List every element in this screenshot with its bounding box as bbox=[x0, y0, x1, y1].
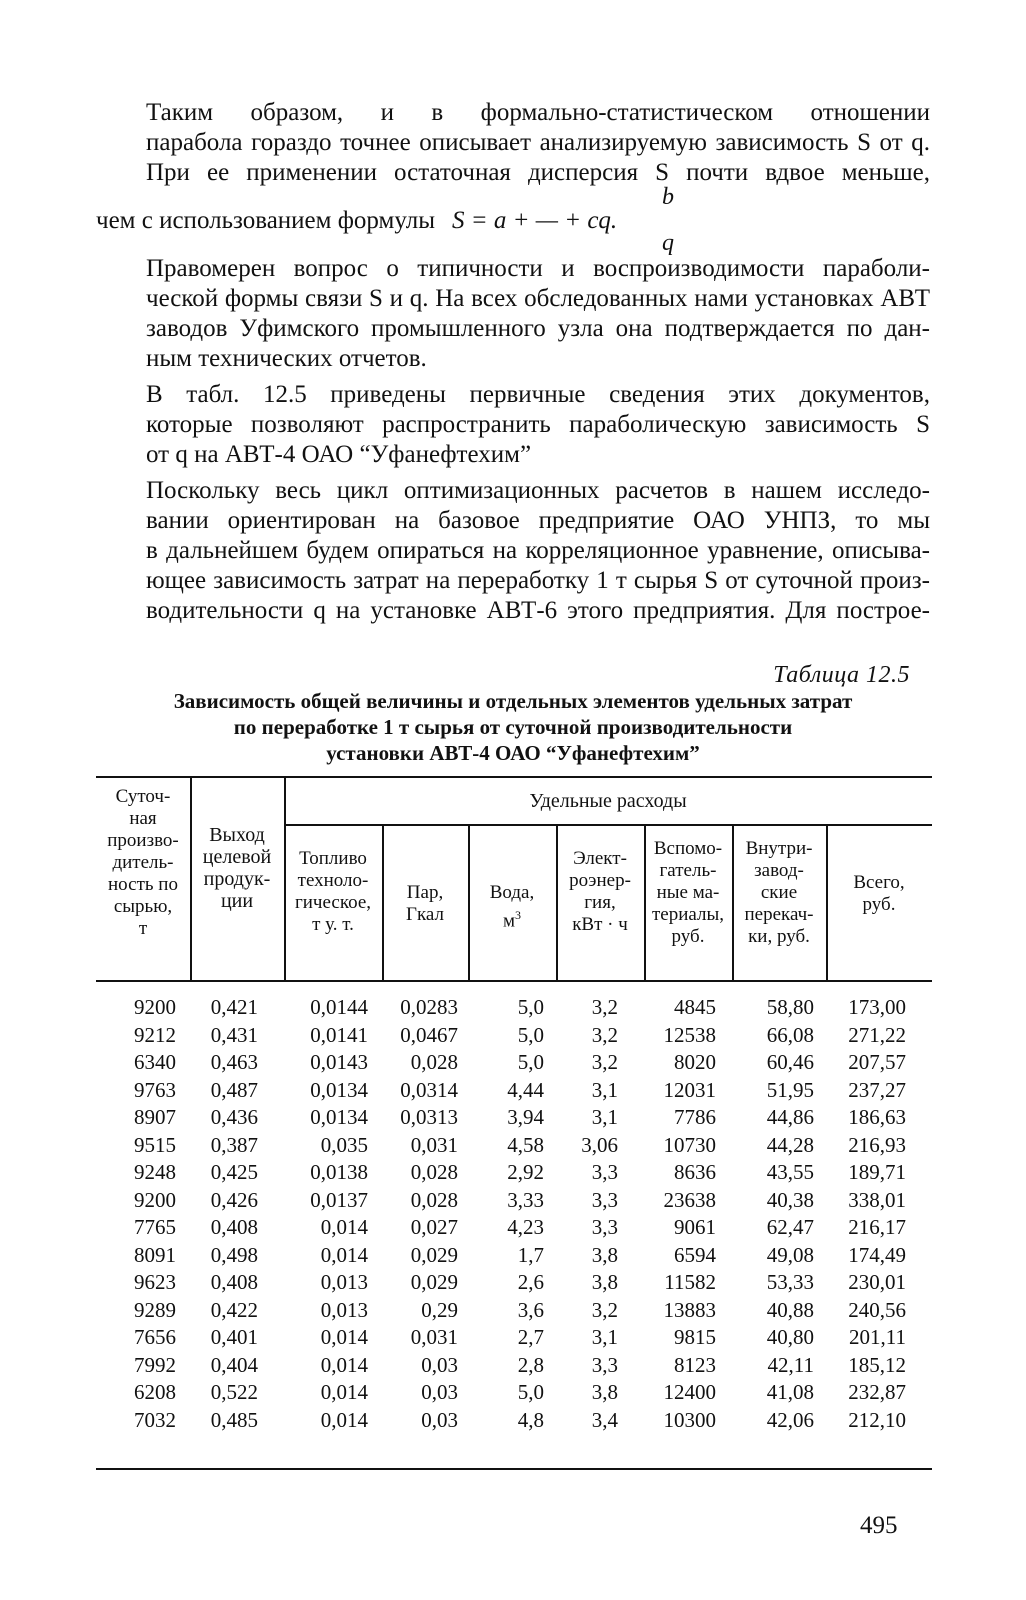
table-cell: 23638 bbox=[663, 1187, 716, 1212]
table-cell: 6340 bbox=[134, 1050, 176, 1074]
header-line: роэнер- bbox=[569, 870, 631, 891]
header-line: руб. bbox=[671, 926, 705, 947]
col-header-total bbox=[826, 872, 932, 916]
table-cell: 5,0 bbox=[517, 995, 544, 1019]
table-cell: 3,2 bbox=[591, 1022, 618, 1047]
table-row bbox=[96, 1242, 932, 1270]
table-cell: 41,08 bbox=[766, 1380, 814, 1404]
header-line: дитель- bbox=[112, 852, 174, 873]
table-cell: 3,2 bbox=[591, 995, 618, 1019]
table-cell: 0,014 bbox=[320, 1242, 368, 1267]
paragraph-1 bbox=[96, 98, 930, 188]
table-cell: 9248 bbox=[134, 1160, 176, 1184]
table-cell: 186,63 bbox=[848, 1105, 906, 1129]
table-cell: 3,8 bbox=[591, 1242, 618, 1267]
table-cell: 0,027 bbox=[410, 1215, 458, 1239]
table-cell: 0,463 bbox=[210, 1050, 258, 1074]
table-cell: 8020 bbox=[674, 1050, 716, 1074]
table-cell: 3,6 bbox=[517, 1297, 544, 1322]
table-cell: 42,11 bbox=[767, 1352, 814, 1377]
col-header-text bbox=[644, 838, 732, 948]
paragraph-4 bbox=[96, 476, 930, 626]
header-line: руб. bbox=[862, 894, 896, 915]
col-header-text bbox=[382, 882, 468, 926]
table-cell: 271,22 bbox=[848, 1022, 906, 1047]
table-top-rule bbox=[96, 776, 932, 778]
table-cell: 0,404 bbox=[210, 1352, 258, 1377]
text-line: ческой формы связи S и q. На всех обследованных нами установках АВТ bbox=[146, 285, 930, 312]
header-line: $м^3$ bbox=[502, 908, 522, 932]
table-cell: 232,87 bbox=[848, 1380, 906, 1404]
table-row bbox=[96, 1104, 932, 1132]
table-cell: 2,6 bbox=[517, 1270, 544, 1294]
header-line: ные ма- bbox=[656, 882, 720, 903]
table-cell: 9200 bbox=[134, 995, 176, 1019]
table-cell: 0,0144 bbox=[310, 995, 368, 1019]
table-cell: 0,013 bbox=[320, 1270, 368, 1294]
table-row bbox=[96, 1269, 932, 1297]
table-cell: 3,2 bbox=[591, 1050, 618, 1074]
text-line: ющее зависимость затрат на переработку 1 т сырья S от суточной произ- bbox=[146, 567, 930, 594]
table-title-line: Зависимость общей величины и отдельных элементов удельных затрат bbox=[173, 689, 853, 713]
header-line: гатель- bbox=[659, 860, 717, 881]
header-line: Топливо bbox=[299, 848, 367, 869]
table-cell: 0,03 bbox=[421, 1352, 458, 1377]
text-line: Правомерен вопрос о типичности и воспроизводимости параболи- bbox=[146, 255, 930, 282]
table-cell: 3,94 bbox=[507, 1105, 544, 1129]
col-header-text bbox=[732, 838, 826, 948]
table-cell: 12538 bbox=[663, 1022, 716, 1047]
header-line: Суточ- bbox=[115, 786, 171, 807]
table-cell: 9815 bbox=[674, 1325, 716, 1349]
table-cell: 212,10 bbox=[848, 1407, 906, 1432]
table-cell: 0,487 bbox=[210, 1077, 258, 1102]
table-cell: 51,95 bbox=[766, 1077, 814, 1102]
table-row bbox=[96, 994, 932, 1022]
col-header-text bbox=[826, 872, 932, 916]
table-cell: 10730 bbox=[663, 1132, 716, 1157]
table-cell: 0,0313 bbox=[400, 1105, 458, 1129]
group-header-specific-costs: Удельные расходы bbox=[529, 790, 687, 812]
text-line: ным технических отчетов. bbox=[146, 345, 427, 372]
table-cell: 0,014 bbox=[320, 1352, 368, 1377]
table-cell: 0,408 bbox=[210, 1270, 258, 1294]
header-line: Вспомо- bbox=[653, 838, 723, 859]
table-row bbox=[96, 1159, 932, 1187]
table-cell: 40,88 bbox=[766, 1297, 814, 1322]
table-cell: 3,3 bbox=[591, 1352, 618, 1377]
table-cell: 3,33 bbox=[507, 1187, 544, 1212]
table-cell: 4,44 bbox=[507, 1077, 544, 1102]
table-cell: 3,3 bbox=[591, 1160, 618, 1184]
unit-superscript: 3 bbox=[515, 908, 522, 922]
table-cell: 0,03 bbox=[421, 1380, 458, 1404]
table-cell: 0,431 bbox=[210, 1022, 258, 1047]
table-cell: 9515 bbox=[134, 1132, 176, 1157]
table-cell: 174,49 bbox=[848, 1242, 906, 1267]
table-cell: 2,8 bbox=[517, 1352, 544, 1377]
header-line: целевой bbox=[202, 846, 272, 868]
table-row bbox=[96, 1324, 932, 1352]
page-number: 495 bbox=[860, 1512, 898, 1539]
text-line: от q на АВТ-4 ОАО “Уфанефтехим” bbox=[146, 441, 532, 468]
table-cell: 3,2 bbox=[591, 1297, 618, 1322]
text-line: парабола гораздо точнее описывает анализируемую зависимость S от q. bbox=[146, 129, 930, 156]
table-cell: 0,0283 bbox=[400, 995, 458, 1019]
table-cell: 0,013 bbox=[320, 1297, 368, 1322]
table-cell: 5,0 bbox=[517, 1022, 544, 1047]
table-cell: 7786 bbox=[674, 1105, 716, 1129]
header-line: Гкал bbox=[405, 904, 444, 925]
table-cell: 0,029 bbox=[410, 1270, 458, 1294]
table-cell: 0,29 bbox=[421, 1297, 458, 1322]
table-cell: 237,27 bbox=[848, 1077, 906, 1102]
text-line: заводов Уфимского промышленного узла она подтверждается по дан- bbox=[146, 315, 930, 342]
header-bottom-rule bbox=[96, 980, 932, 982]
table-cell: 0,031 bbox=[410, 1132, 458, 1157]
table-cell: 43,55 bbox=[766, 1160, 814, 1184]
table-cell: 189,71 bbox=[848, 1160, 906, 1184]
table-body bbox=[96, 994, 932, 1434]
table-cell: 44,86 bbox=[766, 1105, 814, 1129]
table-cell: 0,014 bbox=[320, 1407, 368, 1432]
table-cell: 0,035 bbox=[320, 1132, 368, 1157]
table-cell: 0,426 bbox=[210, 1187, 258, 1212]
table-cell: 66,08 bbox=[766, 1022, 814, 1047]
table-cell: 3,8 bbox=[591, 1270, 618, 1294]
table-cell: 1,7 bbox=[517, 1242, 544, 1267]
table-cell: 0,401 bbox=[210, 1325, 258, 1349]
col-header-fuel bbox=[284, 848, 382, 936]
table-cell: 216,17 bbox=[848, 1215, 906, 1239]
header-line: Выход bbox=[209, 824, 265, 846]
table-bottom-rule bbox=[96, 1468, 932, 1470]
table-cell: 13883 bbox=[663, 1297, 716, 1322]
table-cell: 49,08 bbox=[766, 1242, 814, 1267]
table-cell: 5,0 bbox=[517, 1380, 544, 1404]
table-cell: 0,028 bbox=[410, 1050, 458, 1074]
table-cell: 6594 bbox=[674, 1242, 716, 1267]
table-cell: 0,436 bbox=[210, 1105, 258, 1129]
text-line: При ее применении остаточная дисперсия S почти вдвое меньше, bbox=[146, 159, 930, 186]
col-header-text bbox=[96, 786, 190, 940]
table-cell: 0,0134 bbox=[310, 1105, 368, 1129]
text-line: Таким образом, и в формально-статистическом отношении bbox=[146, 99, 930, 126]
table-cell: 42,06 bbox=[766, 1407, 814, 1432]
table-cell: 0,031 bbox=[410, 1325, 458, 1349]
formula-lead-text: чем с использованием формулы bbox=[96, 207, 436, 234]
header-line: ции bbox=[220, 890, 254, 912]
col-header-text bbox=[468, 882, 556, 932]
table-cell: 4,58 bbox=[507, 1132, 544, 1157]
table-cell: 0,408 bbox=[210, 1215, 258, 1239]
table-cell: 3,3 bbox=[591, 1215, 618, 1239]
table-cell: 44,28 bbox=[766, 1132, 814, 1157]
col-header-text bbox=[284, 848, 382, 936]
header-line: ная bbox=[129, 808, 157, 829]
table-cell: 0,485 bbox=[210, 1407, 258, 1432]
table-cell: 185,12 bbox=[848, 1352, 906, 1377]
col-header-target-yield bbox=[190, 824, 284, 912]
text-line: В табл. 12.5 приведены первичные сведения этих документов, bbox=[146, 381, 930, 408]
table-cell: 7992 bbox=[134, 1352, 176, 1377]
table-row bbox=[96, 1214, 932, 1242]
table-cell: 3,3 bbox=[591, 1187, 618, 1212]
table-cell: 0,421 bbox=[210, 995, 258, 1019]
table-cell: 4,23 bbox=[507, 1215, 544, 1239]
table-cell: 3,06 bbox=[581, 1132, 618, 1157]
table-row bbox=[96, 1132, 932, 1160]
table-row bbox=[96, 1187, 932, 1215]
paragraph-3 bbox=[96, 380, 930, 470]
header-line: ки, руб. bbox=[748, 926, 810, 947]
formula-numerator: b bbox=[662, 184, 674, 210]
table-cell: 0,387 bbox=[210, 1132, 258, 1157]
table-row bbox=[96, 1049, 932, 1077]
header-line: Всего, bbox=[853, 872, 905, 893]
table-cell: 0,014 bbox=[320, 1215, 368, 1239]
header-line: териалы, bbox=[651, 904, 724, 925]
table-cell: 0,029 bbox=[410, 1242, 458, 1267]
col-header-electricity bbox=[556, 848, 644, 936]
header-line: т bbox=[138, 918, 148, 939]
table-row bbox=[96, 1379, 932, 1407]
table-cell: 0,014 bbox=[320, 1380, 368, 1404]
table-cell: 8636 bbox=[674, 1160, 716, 1184]
table-cell: 216,93 bbox=[848, 1132, 906, 1157]
col-header-water bbox=[468, 882, 556, 932]
paragraph-2 bbox=[96, 254, 930, 374]
table-cell: 0,028 bbox=[410, 1160, 458, 1184]
table-cell: 11582 bbox=[664, 1270, 716, 1294]
table-label: Таблица 12.5 bbox=[773, 662, 910, 688]
table-row bbox=[96, 1077, 932, 1105]
table-cell: 60,46 bbox=[766, 1050, 814, 1074]
table-cell: 2,7 bbox=[517, 1325, 544, 1349]
table-cell: 240,56 bbox=[848, 1297, 906, 1322]
header-line: кВт · ч bbox=[572, 914, 628, 935]
header-line: Элект- bbox=[573, 848, 627, 869]
table-cell: 4,8 bbox=[517, 1407, 544, 1432]
table-cell: 12031 bbox=[663, 1077, 716, 1102]
table-cell: 0,498 bbox=[210, 1242, 258, 1267]
text-line: в дальнейшем будем опираться на корреляционное уравнение, описыва- bbox=[146, 537, 930, 564]
table-row bbox=[96, 1022, 932, 1050]
table-cell: 0,03 bbox=[421, 1407, 458, 1432]
table-cell: 7032 bbox=[134, 1407, 176, 1432]
header-line: т у. т. bbox=[312, 914, 354, 935]
table-cell: 4845 bbox=[674, 995, 716, 1019]
header-line: Пар, bbox=[406, 882, 444, 903]
body-text bbox=[96, 98, 930, 632]
table-cell: 3,8 bbox=[591, 1380, 618, 1404]
text-line: вании ориентирован на базовое предприятие ОАО УНПЗ, то мы bbox=[146, 507, 930, 534]
table-cell: 0,0134 bbox=[310, 1077, 368, 1102]
table-cell: 9212 bbox=[134, 1022, 176, 1047]
header-line: ность по bbox=[108, 874, 178, 895]
table-cell: 40,80 bbox=[766, 1325, 814, 1349]
table-cell: 173,00 bbox=[848, 995, 906, 1019]
table-cell: 7765 bbox=[134, 1215, 176, 1239]
header-line: гия, bbox=[584, 892, 616, 913]
table-cell: 8123 bbox=[674, 1352, 716, 1377]
table-cell: 58,80 bbox=[766, 995, 814, 1019]
table-cell: 5,0 bbox=[517, 1050, 544, 1074]
header-line: Вода, bbox=[489, 882, 535, 903]
table-cell: 2,92 bbox=[507, 1160, 544, 1184]
col-header-aux-materials bbox=[644, 838, 732, 948]
table-cell: 7656 bbox=[134, 1325, 176, 1349]
table-cell: 0,425 bbox=[210, 1160, 258, 1184]
col-header-daily-capacity bbox=[96, 786, 190, 940]
table-cell: 207,57 bbox=[848, 1050, 906, 1074]
table-cell: 9200 bbox=[134, 1187, 176, 1212]
table-cell: 0,522 bbox=[210, 1380, 258, 1404]
header-line: техноло- bbox=[297, 870, 369, 891]
table-cell: 0,0467 bbox=[400, 1022, 458, 1047]
table-cell: 0,0143 bbox=[310, 1050, 368, 1074]
table-cell: 9061 bbox=[674, 1215, 716, 1239]
formula-denominator: q bbox=[662, 230, 674, 256]
header-line: ские bbox=[760, 882, 798, 903]
table-cell: 230,01 bbox=[848, 1270, 906, 1294]
table-row bbox=[96, 1407, 932, 1435]
header-line: гическое, bbox=[294, 892, 372, 913]
table-cell: 12400 bbox=[663, 1380, 716, 1404]
header-line: завод- bbox=[754, 860, 804, 881]
table-title bbox=[96, 688, 930, 766]
table-cell: 8907 bbox=[134, 1105, 176, 1129]
table-row bbox=[96, 1352, 932, 1380]
table-cell: 0,0314 bbox=[400, 1077, 458, 1102]
header-line: произво- bbox=[107, 830, 179, 851]
formula-line bbox=[96, 184, 930, 256]
table-cell: 9289 bbox=[134, 1297, 176, 1322]
col-header-text bbox=[190, 824, 284, 912]
text-line: Поскольку весь цикл оптимизационных расчетов в нашем исследо- bbox=[146, 477, 930, 504]
table-cell: 40,38 bbox=[766, 1187, 814, 1212]
header-line: сырью, bbox=[113, 896, 173, 917]
table-cell: 0,0138 bbox=[310, 1160, 368, 1184]
table-cell: 0,0141 bbox=[310, 1022, 368, 1047]
col-header-pumping bbox=[732, 838, 826, 948]
table-cell: 8091 bbox=[134, 1242, 176, 1267]
table-cell: 9623 bbox=[134, 1270, 176, 1294]
table-cell: 3,1 bbox=[591, 1325, 618, 1349]
table-cell: 53,33 bbox=[766, 1270, 814, 1294]
header-line: продук- bbox=[203, 868, 271, 890]
table-cell: 0,028 bbox=[410, 1187, 458, 1212]
table-cell: 62,47 bbox=[766, 1215, 814, 1239]
formula: S = a + — + cq. bbox=[452, 207, 618, 234]
table-cell: 0,422 bbox=[210, 1297, 258, 1322]
text-line: которые позволяют распространить параболическую зависимость S bbox=[146, 411, 930, 438]
table-cell: 3,4 bbox=[591, 1407, 618, 1432]
col-header-text bbox=[556, 848, 644, 936]
table-cell: 6208 bbox=[134, 1380, 176, 1404]
col-header-steam bbox=[382, 882, 468, 926]
header-line: Внутри- bbox=[745, 838, 813, 859]
text-line: водительности q на установке АВТ-6 этого предприятия. Для построе- bbox=[146, 597, 930, 624]
table-cell: 338,01 bbox=[848, 1187, 906, 1212]
table-cell: 0,014 bbox=[320, 1325, 368, 1349]
header-line: перекач- bbox=[744, 904, 814, 925]
table-title-line: установки АВТ-4 ОАО “Уфанефтехим” bbox=[326, 741, 700, 765]
table-cell: 9763 bbox=[134, 1077, 176, 1102]
table-cell: 0,0137 bbox=[310, 1187, 368, 1212]
table-cell: 10300 bbox=[663, 1407, 716, 1432]
table-row bbox=[96, 1297, 932, 1325]
table-cell: 201,11 bbox=[849, 1325, 906, 1349]
table-title-line: по переработке 1 т сырья от суточной производительности bbox=[233, 715, 793, 739]
table-cell: 3,1 bbox=[591, 1105, 618, 1129]
table-cell: 3,1 bbox=[591, 1077, 618, 1102]
